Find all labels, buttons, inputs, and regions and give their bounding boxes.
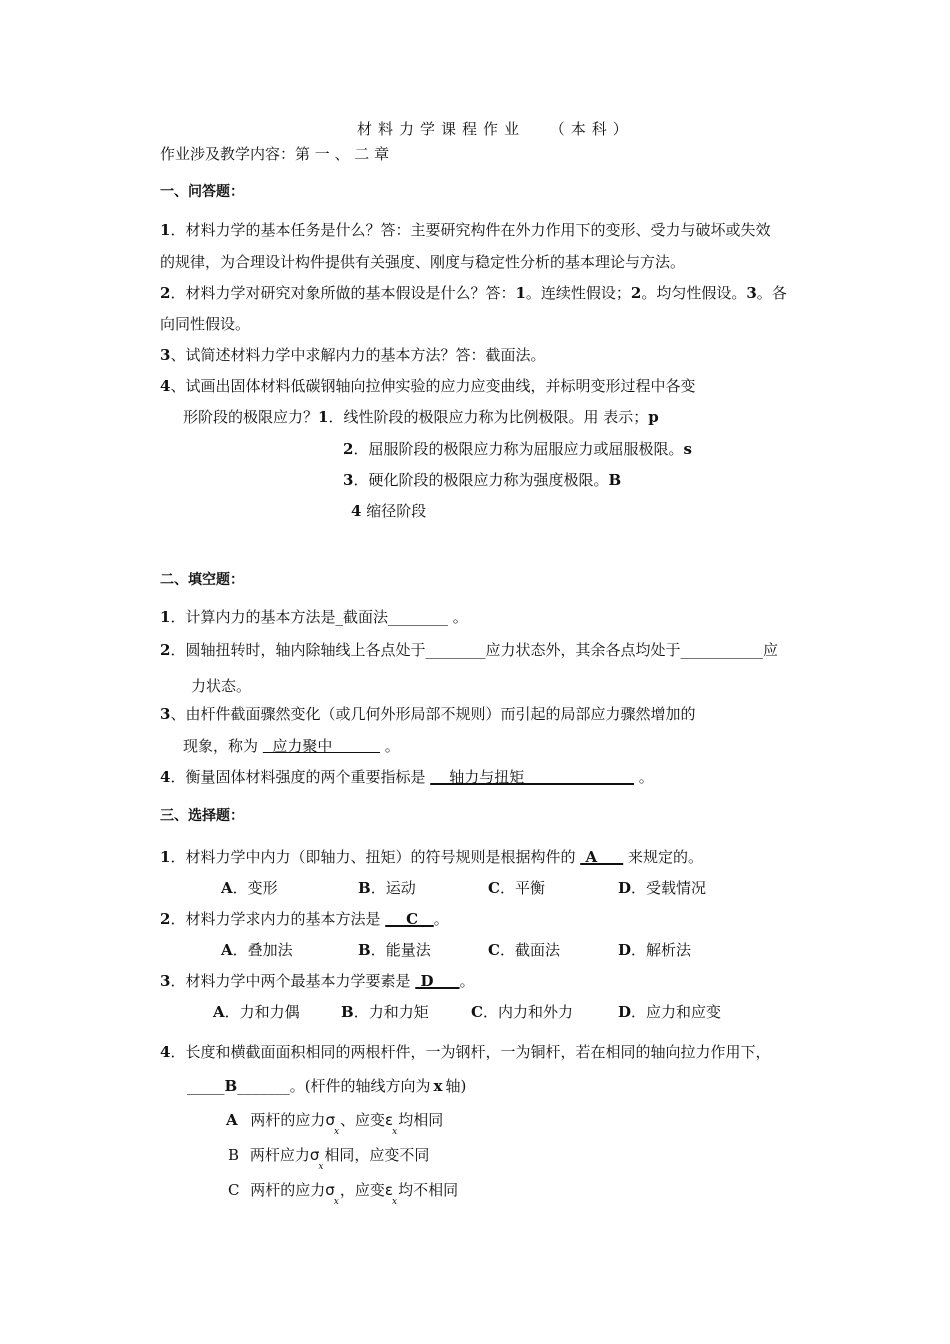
s1-q4-text: 、试画出固体材料低碳钢轴向拉伸实验的应力应变曲线，并标明变形过程中各变 [170,377,696,395]
question-number: 4 [160,377,171,395]
s3-q3-option-d [618,1002,721,1022]
s3-q4-axis-post: 轴) [445,1077,467,1095]
question-number: 4 [160,1043,171,1061]
s2-q2-line1 [160,640,778,660]
s3-q4-option-c [228,1180,459,1207]
s3-q4-ans-pre: _____ [187,1077,225,1095]
subscript-x: x [333,1127,340,1137]
subscript-x: x [333,1197,339,1207]
s3-q1-answer: A [580,848,624,866]
question-number: 2 [160,910,171,928]
option-letter: D [618,941,632,959]
option-text: 均相同 [398,1111,444,1129]
s2-q2-line2: 力状态。 [191,677,252,695]
section-1-heading: 一、问答题： [160,184,244,200]
question-number: 2 [160,284,171,302]
option-letter: B [228,1146,240,1164]
sigma-symbol: σ [325,1181,335,1199]
stage-number: 4 [351,502,362,520]
section-2-heading: 二、填空题： [160,572,244,588]
s3-q1-option-a [221,878,278,898]
stress-symbol: p [648,408,659,426]
s3-q4-line2 [187,1076,466,1096]
option-letter: C [228,1181,240,1199]
s2-q4-post: 。 [638,768,654,786]
option-text: 相同，应变不同 [324,1146,430,1164]
s1-q4-l3-text: ．屈服阶段的极限应力称为屈服应力或屈服极限。 [353,440,684,458]
question-number: 3 [160,705,171,723]
s1-q4-l2-text: ．线性阶段的极限应力称为比例极限。用 表示； [328,408,649,426]
question-number: 3 [160,972,171,990]
s2-q1-post: 。 [447,608,468,626]
option-text: ．截面法 [499,941,560,959]
option-text: 、应变 [340,1111,386,1129]
stage-number: 2 [343,440,354,458]
s3-q4-line1 [160,1042,770,1062]
option-letter: A [221,879,233,897]
page-title [357,119,634,139]
option-letter: A [221,941,233,959]
sigma-symbol: σ [325,1111,335,1129]
section-3-heading: 三、选择题： [160,808,244,824]
option-text: ，应变 [339,1181,385,1199]
s3-q1-option-d [618,878,706,898]
option-letter: B [358,941,371,959]
s2-q1-pre: ．计算内力的基本方法是 [170,608,336,626]
s3-q4-ans-post: _______ [237,1077,290,1095]
question-number: 1 [160,848,171,866]
s2-q1-line [160,607,468,627]
s2-q4-pre: ．衡量固体材料强度的两个重要指标是 [170,768,426,786]
s1-q4-line4 [343,470,621,490]
s3-q2-pre: ．材料力学求内力的基本方法是 [170,910,381,928]
question-number: 1 [160,608,171,626]
s3-q3-line [160,971,475,991]
option-letter: B [358,879,371,897]
s1-q1-text: ．材料力学的基本任务是什么？答：主要研究构件在外力作用下的变形、受力与破坏或失效 [170,221,771,239]
title-suffix: （本科） [549,120,634,138]
epsilon-symbol: ε [384,1181,393,1199]
s1-q4-line5 [351,501,426,521]
s3-q2-option-a [221,940,293,960]
option-text: 两杆的应力 [250,1111,326,1129]
option-letter: B [341,1003,354,1021]
s1-q2-t3: 。各 [756,284,787,302]
option-letter: A [213,1003,225,1021]
s2-q2-pre: ．圆轴扭转时，轴内除轴线上各点处于 [170,641,426,659]
s1-q1-line2: 的规律，为合理设计构件提供有关强度、刚度与稳定性分析的基本理论与方法。 [160,253,686,271]
s1-q1-line1 [160,220,770,240]
s3-q2-post: 。 [433,910,449,928]
s2-q3-answer: 应力聚中 [262,737,381,755]
s3-q3-option-a [213,1002,300,1022]
s3-q3-option-b [341,1002,429,1022]
s3-q3-answer: D [415,972,460,990]
option-text: ．平衡 [499,879,545,897]
subscript-x: x [318,1162,324,1172]
s3-q1-pre: ．材料力学中内力（即轴力、扭矩）的符号规则是根据构件的 [170,848,576,866]
s1-q4-line3 [343,439,692,459]
question-number: 4 [160,768,171,786]
option-text: 均不相同 [398,1181,459,1199]
s1-q2-line2: 向同性假设。 [160,315,251,333]
assumption-number: 3 [746,284,757,302]
option-letter: A [226,1111,238,1129]
option-letter: C [488,879,500,897]
s2-q2-end: 应 [762,641,778,659]
s2-q3-line2 [183,736,400,756]
s1-q4-line2 [183,407,659,427]
s2-q2-blank1: ________ [425,641,486,659]
title-text: 材料力学课程作业 [357,120,526,138]
option-text: ．力和力矩 [353,1003,429,1021]
s1-q2-t1: 。连续性假设； [525,284,631,302]
stress-symbol: s [683,440,692,458]
s3-q4-l2-post: 。(杆件的轴线方向为 [289,1077,431,1095]
s3-q3-option-c [471,1002,573,1022]
s2-q3-post: 。 [384,737,400,755]
option-letter: D [618,1003,632,1021]
s1-q4-l4-text: ．硬化阶段的极限应力称为强度极限。 [353,471,609,489]
s1-q3-text: 、试简述材料力学中求解内力的基本方法？答：截面法。 [170,346,546,364]
sigma-symbol: σ [309,1146,320,1164]
question-number: 1 [160,221,171,239]
s3-q4-text: ．长度和横截面面积相同的两根杆件，一为钢杆，一为铜杆，若在相同的轴向拉力作用下， [170,1043,771,1061]
axis-symbol: x [433,1077,443,1095]
option-text: ．运动 [370,879,416,897]
s3-q3-pre: ．材料力学中两个最基本力学要素是 [170,972,411,990]
epsilon-symbol: ε [385,1111,394,1129]
s2-q4-line [160,767,654,787]
s3-q1-post: 来规定的。 [628,848,704,866]
s3-q4-option-a [226,1110,444,1137]
option-text: 两杆的应力 [250,1181,326,1199]
option-letter: C [471,1003,483,1021]
s1-q4-l2-pre: 形阶段的极限应力？ [183,408,319,426]
option-text: ．力和力偶 [224,1003,300,1021]
s1-q4-l5-text: 缩径阶段 [361,502,427,520]
s3-q1-option-c [488,878,545,898]
s2-q3-line1 [160,704,695,724]
s1-q2-pre: ．材料力学对研究对象所做的基本假设是什么？答： [170,284,516,302]
option-text: ．应力和应变 [631,1003,722,1021]
s3-q2-option-d [618,940,691,960]
s3-q3-post: 。 [459,972,475,990]
option-text: ．受载情况 [631,879,707,897]
option-letter: C [488,941,500,959]
s3-q1-line [160,847,703,867]
s1-q3-line [160,345,545,365]
s1-q2-line1 [160,283,787,303]
option-text: ．解析法 [631,941,692,959]
scope-line: 作业涉及教学内容：第 一 、 二 章 [160,145,390,163]
s2-q4-answer: 轴力与扭矩 [430,768,634,786]
option-text: 两杆应力 [249,1146,310,1164]
assumption-number: 2 [630,284,642,302]
s3-q4-answer: B [224,1077,238,1095]
s2-q3-pre: 现象，称为 [183,737,259,755]
option-letter: D [618,879,632,897]
question-number: 3 [160,346,171,364]
s2-q1-answer: _截面法________ [335,608,448,626]
s3-q4-option-b [228,1145,430,1172]
option-text: ．变形 [232,879,278,897]
s3-q2-option-c [488,940,560,960]
subscript-x: x [392,1127,398,1137]
option-text: ．能量法 [370,941,431,959]
s3-q1-option-b [358,878,416,898]
s3-q2-line [160,909,449,929]
s2-q3-text: 、由杆件截面骤然变化（或几何外形局部不规则）而引起的局部应力骤然增加的 [170,705,696,723]
s1-q2-t2: 。均匀性假设。 [641,284,747,302]
assumption-number: 1 [515,284,526,302]
stage-number: 3 [343,471,354,489]
stage-number: 1 [318,408,329,426]
s2-q2-mid: 应力状态外，其余各点均处于 [485,641,681,659]
s1-q4-line1 [160,376,695,396]
question-number: 2 [160,641,171,659]
s3-q2-option-b [358,940,431,960]
option-text: ．叠加法 [232,941,293,959]
s2-q2-blank2: ___________ [680,641,763,659]
s3-q2-answer: C [385,910,434,928]
stress-symbol: B [608,471,622,489]
subscript-x: x [392,1197,398,1207]
option-text: ．内力和外力 [482,1003,573,1021]
